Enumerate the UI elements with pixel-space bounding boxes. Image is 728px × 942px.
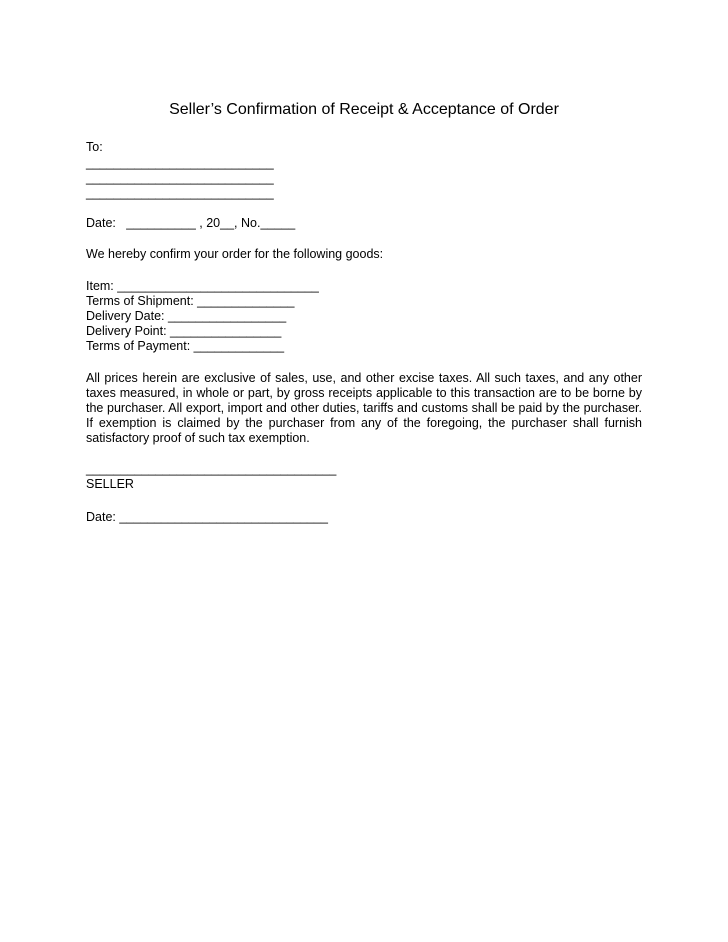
document-title: Seller’s Confirmation of Receipt & Acceptance of Order <box>169 101 559 118</box>
field-terms-of-shipment: Terms of Shipment: ______________ <box>86 294 295 308</box>
signature-line: ____________________________________ <box>86 462 337 476</box>
tax-paragraph: All prices herein are exclusive of sales, use, and other excise taxes. All such taxes, and any other taxes measured, in whole or part, by gross receipts applicable to this transaction are to be borne by the purchaser. All export, import and other duties, tariffs and customs shall be paid by the purchaser. If exemption is claimed by the purchaser from any of the foregoing, the purchaser shall furnish satisfactory proof of such tax exemption. <box>86 371 642 445</box>
field-terms-of-payment: Terms of Payment: _____________ <box>86 339 285 353</box>
field-delivery-date: Delivery Date: _________________ <box>86 309 287 323</box>
to-label: To: <box>86 140 103 154</box>
address-line-3: ___________________________ <box>86 186 274 200</box>
order-intro: We hereby confirm your order for the following goods: <box>86 247 384 261</box>
signature-date-line: Date: ______________________________ <box>86 510 328 524</box>
field-delivery-point: Delivery Point: ________________ <box>86 324 282 338</box>
seller-label: SELLER <box>86 477 134 491</box>
date-number-line: Date: __________ , 20__, No._____ <box>86 216 296 230</box>
address-line-2: ___________________________ <box>86 171 274 185</box>
address-line-1: ___________________________ <box>86 156 274 170</box>
field-item: Item: _____________________________ <box>86 279 319 293</box>
